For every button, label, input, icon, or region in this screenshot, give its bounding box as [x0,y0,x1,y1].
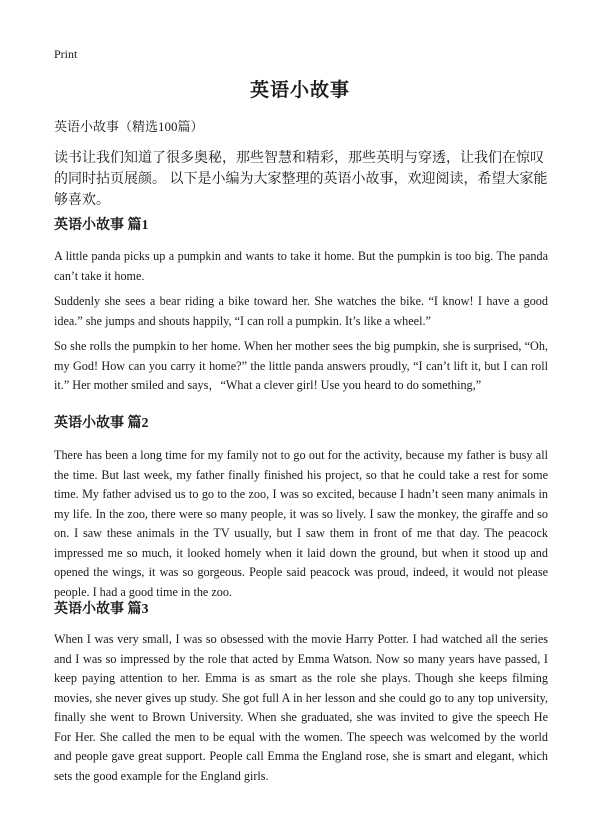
intro-paragraph: 读书让我们知道了很多奥秘，那些智慧和精彩，那些英明与穿透，让我们在惊叹的同时拈页展颜。 以下是小编为大家整理的英语小故事，欢迎阅读，希望大家能够喜欢。 [54,151,548,208]
section-heading-1: 英语小故事 篇1 [54,218,149,233]
story-paragraph: A little panda picks up a pumpkin and wants to take it home. But the pumpkin is too big. The panda can’t take it home. [54,249,548,283]
section-heading-2: 英语小故事 篇2 [54,416,149,431]
story-paragraph: There has been a long time for my family not to go out for the activity, because my father is busy all the time. But last week, my father finally finished his project, so that he could take a rest for some time. My father advised us to go to the zoo, I was so excited, because I hadn’t seen many animals in my life. In the zoo, there were so many people, it was so lively. I saw the monkey, the giraffe and so on. I saw these animals in the TV usually, but I saw them in front of me that day. The peacock impressed me so much, it looked homely when it laid down the ground, but when it stood up and opened the wings, it was so gorgeous. People said peacock was proud, indeed, it would not please people. I had a good time in the zoo. [54,448,548,599]
story-paragraph: So she rolls the pumpkin to her home. When her mother sees the big pumpkin, she is surprised, “Oh, my God! How can you carry it home?” the little panda answers proudly, “I can’t lift it, but I can roll it.” Her mother smiled and says，“What a clever girl! Use you heard to do something,” [54,339,548,392]
story-paragraph: When I was very small, I was so obsessed with the movie Harry Potter. I had watched all the series and I was so impressed by the role that acted by Emma Watson. Now so many years have passed, I keep paying attention to her. Emma is as smart as the role she plays. Though she keeps filming movies, she never gives up study. She got full A in her lesson and she could go to any top university, finally she went to Brown University. When she graduated, she was invited to give the speech He For Her. She called the men to be equal with the women. The speech was welcomed by the world and people gave great support. People call Emma the England rose, she is smart and elegant, which sets the good example for the England girls. [54,632,548,783]
section-heading-3: 英语小故事 篇3 [54,602,149,617]
print-label: Print [54,47,78,61]
document-title: 英语小故事 [249,80,350,101]
story-paragraph: Suddenly she sees a bear riding a bike toward her. She watches the bike. “I know! I have a good idea.” she jumps and shouts happily, “I can roll a pumpkin. It’s like a wheel.” [54,294,548,328]
document-subtitle: 英语小故事（精选100篇） [54,119,204,134]
